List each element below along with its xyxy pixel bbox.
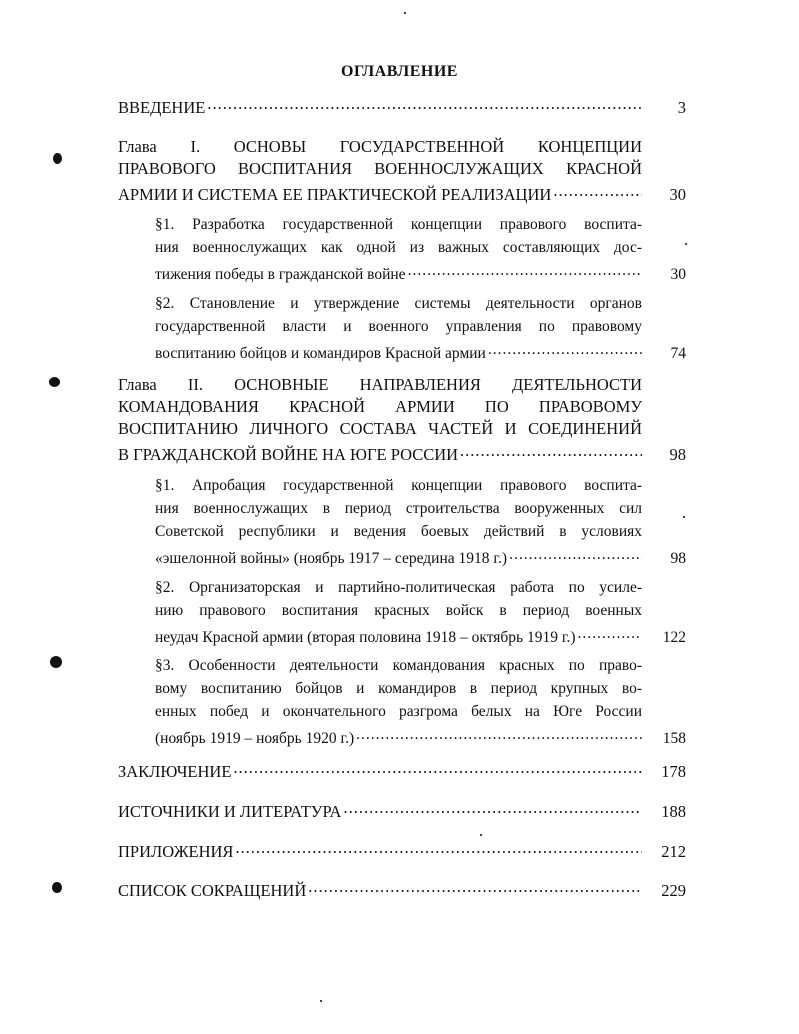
scan-speck-mark xyxy=(685,243,687,245)
toc-entry-ch2-section-3[interactable] xyxy=(155,654,686,750)
scan-speck-mark xyxy=(52,882,62,893)
toc-title: ОГЛАВЛЕНИЕ xyxy=(341,63,458,80)
toc-entry-sources[interactable] xyxy=(118,797,686,823)
dot-leader xyxy=(578,622,642,645)
scan-speck-mark xyxy=(683,516,685,518)
entry-text: СПИСОК СОКРАЩЕНИЙ xyxy=(118,881,307,900)
page-number: 74 xyxy=(670,345,686,362)
page-number: 178 xyxy=(661,762,686,781)
entry-text: ПРИЛОЖЕНИЯ xyxy=(118,842,234,861)
page-number: 188 xyxy=(661,802,686,821)
dot-leader xyxy=(356,723,642,746)
entry-line: Глава I. ОСНОВЫ ГОСУДАРСТВЕННОЙ КОНЦЕПЦИИ xyxy=(118,137,642,156)
entry-line: Глава II. ОСНОВНЫЕ НАПРАВЛЕНИЯ ДЕЯТЕЛЬНОСТИ xyxy=(118,375,642,394)
dot-leader xyxy=(509,543,642,566)
entry-line: §3. Особенности деятельности командования красных по право- xyxy=(155,657,642,674)
toc-entry-conclusion[interactable] xyxy=(118,757,686,783)
dot-leader xyxy=(553,180,642,202)
dot-leader xyxy=(488,338,642,361)
toc-entry-appendices[interactable] xyxy=(118,837,686,863)
page-number: 30 xyxy=(669,185,686,204)
scan-speck-mark xyxy=(50,656,62,668)
page-number: 158 xyxy=(662,730,686,747)
toc-entry-chapter-2[interactable] xyxy=(118,374,686,466)
entry-line: §1. Апробация государственной концепции правового воспита- xyxy=(155,477,642,494)
entry-line: §2. Становление и утверждение системы деятельности органов xyxy=(155,295,642,312)
page-number: 229 xyxy=(661,881,686,900)
entry-line-last: тижения победы в гражданской войне xyxy=(155,266,406,283)
toc-entry-ch1-section-1[interactable] xyxy=(155,213,686,286)
scan-speck-mark xyxy=(53,153,62,164)
page-number: 212 xyxy=(661,842,686,861)
entry-text: ИСТОЧНИКИ И ЛИТЕРАТУРА xyxy=(118,802,342,821)
scan-speck-mark xyxy=(404,12,406,14)
entry-line: КОМАНДОВАНИЯ КРАСНОЙ АРМИИ ПО ПРАВОВОМУ xyxy=(118,397,642,416)
toc-entry-ch1-section-2[interactable] xyxy=(155,292,686,365)
dot-leader xyxy=(460,440,642,462)
entry-line: енных побед и окончательного разгрома белых на Юге России xyxy=(155,703,642,720)
entry-text: ЗАКЛЮЧЕНИЕ xyxy=(118,762,232,781)
entry-text: ВВЕДЕНИЕ xyxy=(118,98,206,117)
page-number: 98 xyxy=(670,550,686,567)
entry-line-last: В ГРАЖДАНСКОЙ ВОЙНЕ НА ЮГЕ РОССИИ xyxy=(118,445,459,464)
dot-leader xyxy=(207,93,642,115)
entry-line: государственной власти и военного управления по правовому xyxy=(155,318,642,335)
entry-line-last: неудач Красной армии (вторая половина 1918 – октябрь 1919 г.) xyxy=(155,629,576,646)
entry-line: ния военнослужащих в период строительства вооруженных сил xyxy=(155,500,642,517)
entry-line: Советской республики и ведения боевых действий в условиях xyxy=(155,523,642,540)
entry-line: §1. Разработка государственной концепции правового воспита- xyxy=(155,216,642,233)
entry-line: §2. Организаторская и партийно-политическая работа по усиле- xyxy=(155,579,642,596)
scan-speck-mark xyxy=(480,834,482,836)
toc-entry-ch2-section-2[interactable] xyxy=(155,576,686,649)
dot-leader xyxy=(235,837,642,859)
entry-line: вому воспитанию бойцов и командиров в период крупных во- xyxy=(155,680,642,697)
entry-line: ВОСПИТАНИЮ ЛИЧНОГО СОСТАВА ЧАСТЕЙ И СОЕДИНЕНИЙ xyxy=(118,419,642,438)
dot-leader xyxy=(233,757,642,779)
dot-leader xyxy=(308,876,642,898)
page-number: 98 xyxy=(669,445,686,464)
scan-speck-mark xyxy=(320,1000,322,1002)
page-number: 30 xyxy=(670,266,686,283)
toc-entry-ch2-section-1[interactable] xyxy=(155,474,686,570)
entry-line-last: (ноябрь 1919 – ноябрь 1920 г.) xyxy=(155,730,355,747)
toc-entry-chapter-1[interactable] xyxy=(118,136,686,206)
entry-line: ния военнослужащих как одной из важных составляющих дос- xyxy=(155,239,642,256)
entry-line-last: воспитанию бойцов и командиров Красной армии xyxy=(155,345,486,362)
entry-line: нию правового воспитания красных войск в период военных xyxy=(155,602,642,619)
scan-speck-mark xyxy=(49,377,60,387)
page-number: 3 xyxy=(677,98,686,117)
page-number: 122 xyxy=(662,629,686,646)
dot-leader xyxy=(408,259,642,282)
dot-leader xyxy=(343,797,642,819)
toc-entry-intro[interactable] xyxy=(118,93,686,119)
entry-line-last: АРМИИ И СИСТЕМА ЕЕ ПРАКТИЧЕСКОЙ РЕАЛИЗАЦИИ xyxy=(118,185,552,204)
entry-line-last: «эшелонной войны» (ноябрь 1917 – середина 1918 г.) xyxy=(155,550,508,567)
entry-line: ПРАВОВОГО ВОСПИТАНИЯ ВОЕННОСЛУЖАЩИХ КРАСНОЙ xyxy=(118,159,642,178)
toc-entry-abbreviations[interactable] xyxy=(118,876,686,902)
